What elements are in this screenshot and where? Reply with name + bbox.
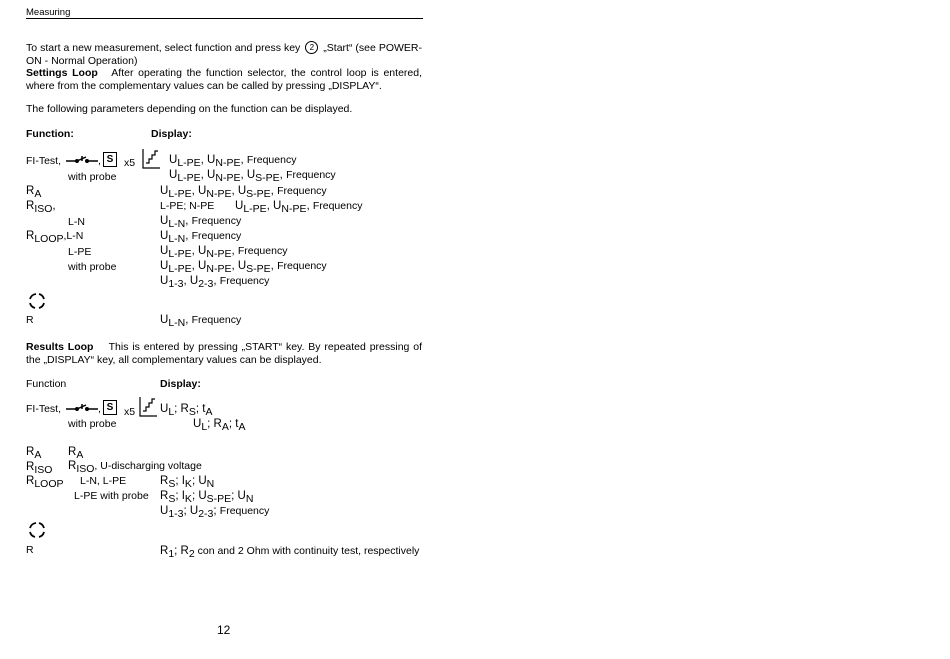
- riso-lpe-npe: L-PE; N-PE: [160, 200, 215, 212]
- r-label: R: [26, 314, 34, 326]
- results-lpe-probe: L-PE with probe: [74, 490, 149, 502]
- results-function-header: Function: [26, 378, 67, 390]
- results-loop-title: Results Loop: [26, 341, 94, 353]
- results-continuity-icon: [27, 521, 47, 539]
- section-header: Measuring: [26, 7, 71, 18]
- start-text-pre: To start a new measurement, select function and press key: [26, 42, 301, 54]
- results-ra-label: $R_A$: [26, 446, 42, 461]
- riso-label: $R_{ISO}$,: [26, 200, 56, 215]
- fi-sep: ,: [98, 155, 101, 167]
- rloop-label: $R_{LOOP},L-N$: [26, 230, 84, 245]
- results-rloop-display: $R_S$; $I_K$; $U_N$: [160, 475, 215, 490]
- rloop-lpe: L-PE: [68, 246, 92, 258]
- results-fi-sep: ,: [98, 403, 101, 415]
- start-text-post: „Start“ (see POWER-ON - Normal Operation): [26, 42, 423, 67]
- results-paragraph: [26, 341, 422, 366]
- r-display: $U_{L-N}$, Frequency: [160, 314, 242, 329]
- page-number: 12: [217, 623, 231, 637]
- fi-probe-display: $U_{L-PE}$, $U_{N-PE}$, $U_{S-PE}$, Frequency: [169, 169, 336, 184]
- results-display-header: Display:: [160, 378, 201, 390]
- results-rcd-switch-icon: [66, 402, 100, 414]
- results-loop-text: This is entered by pressing „START“ key. By repeated pressing of the „DISPLAY“ key, all complementary values can be displayed.: [26, 341, 422, 366]
- results-lpe-probe-display: $R_S$; $I_K$; $U_{S-PE}$; $U_N$: [160, 490, 254, 505]
- rloop-with-probe: with probe: [68, 261, 117, 273]
- riso-ln: L-N: [68, 216, 85, 228]
- s-type-box: S: [103, 152, 117, 167]
- results-ramp-icon: [139, 397, 159, 417]
- results-u13-display: $U_{1-3}$; $U_{2-3}$; Frequency: [160, 505, 270, 520]
- riso-ln-display: $U_{L-N}$, Frequency: [160, 215, 242, 230]
- ramp-icon: [142, 149, 162, 169]
- key-2-icon: 2: [305, 41, 318, 54]
- results-x5-label: x5: [124, 406, 136, 418]
- rloop-lpe-display: $U_{L-PE}$, $U_{N-PE}$, Frequency: [160, 245, 288, 260]
- fi-with-probe: with probe: [68, 171, 117, 183]
- function-header: Function:: [26, 128, 74, 140]
- rloop-probe-display: $U_{L-PE}$, $U_{N-PE}$, $U_{S-PE}$, Frequency: [160, 260, 327, 275]
- rcd-switch-icon: [66, 154, 100, 166]
- settings-loop-text: After operating the function selector, the control loop is entered, where from the complementary values can be called by pressing „DISPLAY“.: [26, 67, 423, 92]
- results-rloop-label: $R_{LOOP}$: [26, 475, 64, 490]
- results-riso-label: $R_{ISO}$: [26, 461, 53, 476]
- header-rule: [26, 18, 423, 19]
- results-with-probe: with probe: [68, 418, 117, 430]
- ra-label: $R_A$: [26, 185, 42, 200]
- continuity-icon: [27, 292, 47, 310]
- params-intro: The following parameters depending on the function can be displayed.: [26, 103, 353, 115]
- display-header: Display:: [151, 128, 192, 140]
- results-ln-lpe: L-N, L-PE: [80, 475, 127, 487]
- rloop-u13-display: $U_{1-3}$, $U_{2-3}$, Frequency: [160, 275, 270, 290]
- fi-display: $U_{L-PE}$, $U_{N-PE}$, Frequency: [169, 154, 297, 169]
- results-fi-label: FI-Test,: [26, 403, 62, 415]
- results-r-label: R: [26, 544, 34, 556]
- rloop-ln-display: $U_{L-N}$, Frequency: [160, 230, 242, 245]
- results-riso-display: $R_{ISO}$, U-discharging voltage: [68, 460, 202, 475]
- settings-loop-title: Settings Loop: [26, 67, 98, 79]
- ra-display: $U_{L-PE}$, $U_{N-PE}$, $U_{S-PE}$, Frequency: [160, 185, 327, 200]
- results-r-display: $R_1$; $R_2$ con and 2 Ohm with continuity test, respectively: [160, 545, 420, 560]
- results-s-type-box: S: [103, 400, 117, 415]
- results-ra-display: $R_A$: [68, 446, 84, 461]
- results-probe-display: $U_L$; $R_A$; $t_A$: [193, 418, 246, 433]
- start-paragraph: [26, 41, 422, 92]
- x5-label: x5: [124, 157, 136, 169]
- results-fi-display: $U_L$; $R_S$; $t_A$: [160, 403, 213, 418]
- fi-test-label: FI-Test,: [26, 155, 62, 167]
- riso-display: $U_{L-PE}$, $U_{N-PE}$, Frequency: [235, 200, 363, 215]
